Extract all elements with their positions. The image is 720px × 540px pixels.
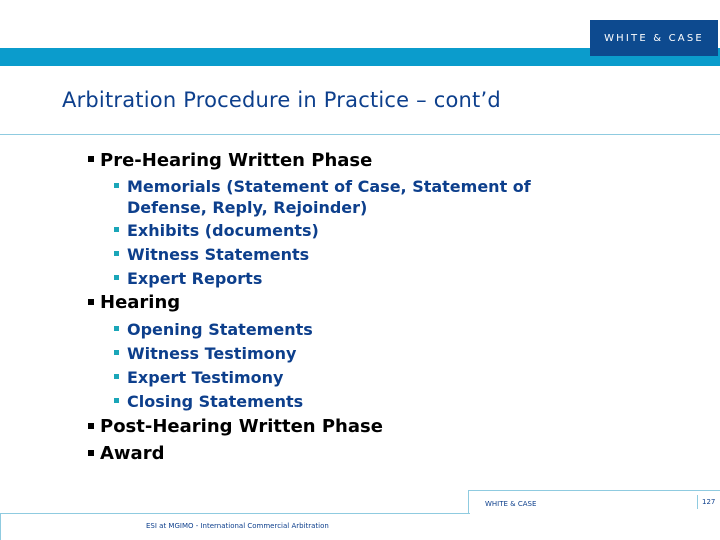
footer-divider: [0, 513, 1, 540]
footer-brand: WHITE & CASE: [485, 500, 537, 508]
sub-bullet-item: Witness Testimony: [127, 344, 297, 363]
sub-bullet-square-icon: [114, 227, 119, 232]
page-number: 127: [702, 498, 716, 506]
footer-divider: [697, 495, 698, 509]
slide-title: Arbitration Procedure in Practice – cont’d: [62, 88, 501, 112]
brand-logo-text: WHITE & CASE: [604, 32, 704, 44]
bullet-item: Post-Hearing Written Phase: [100, 416, 383, 437]
sub-bullet-square-icon: [114, 326, 119, 331]
sub-bullet-square-icon: [114, 183, 119, 188]
sub-bullet-item: Expert Testimony: [127, 368, 284, 387]
bullet-square-icon: [88, 299, 94, 305]
footer-divider: [468, 490, 720, 491]
sub-bullet-square-icon: [114, 350, 119, 355]
bullet-square-icon: [88, 450, 94, 456]
bullet-item: Pre-Hearing Written Phase: [100, 150, 373, 171]
sub-bullet-item: Witness Statements: [127, 245, 310, 264]
sub-bullet-item: Expert Reports: [127, 269, 263, 288]
sub-bullet-square-icon: [114, 398, 119, 403]
bullet-square-icon: [88, 423, 94, 429]
footer-course-name: ESI at MGIMO - International Commercial Arbitration: [146, 522, 329, 530]
sub-bullet-item: Opening Statements: [127, 320, 313, 339]
footer-divider: [468, 490, 469, 514]
bullet-item: Award: [100, 443, 165, 464]
sub-bullet-square-icon: [114, 251, 119, 256]
footer-divider: [0, 513, 470, 514]
bullet-item: Hearing: [100, 292, 181, 313]
sub-bullet-item: Exhibits (documents): [127, 221, 319, 240]
sub-bullet-square-icon: [114, 374, 119, 379]
sub-bullet-item: Memorials (Statement of Case, Statement of: [127, 177, 531, 196]
bullet-square-icon: [88, 156, 94, 162]
sub-bullet-item: Closing Statements: [127, 392, 304, 411]
sub-bullet-square-icon: [114, 275, 119, 280]
sub-bullet-item-continuation: Defense, Reply, Rejoinder): [127, 198, 368, 217]
